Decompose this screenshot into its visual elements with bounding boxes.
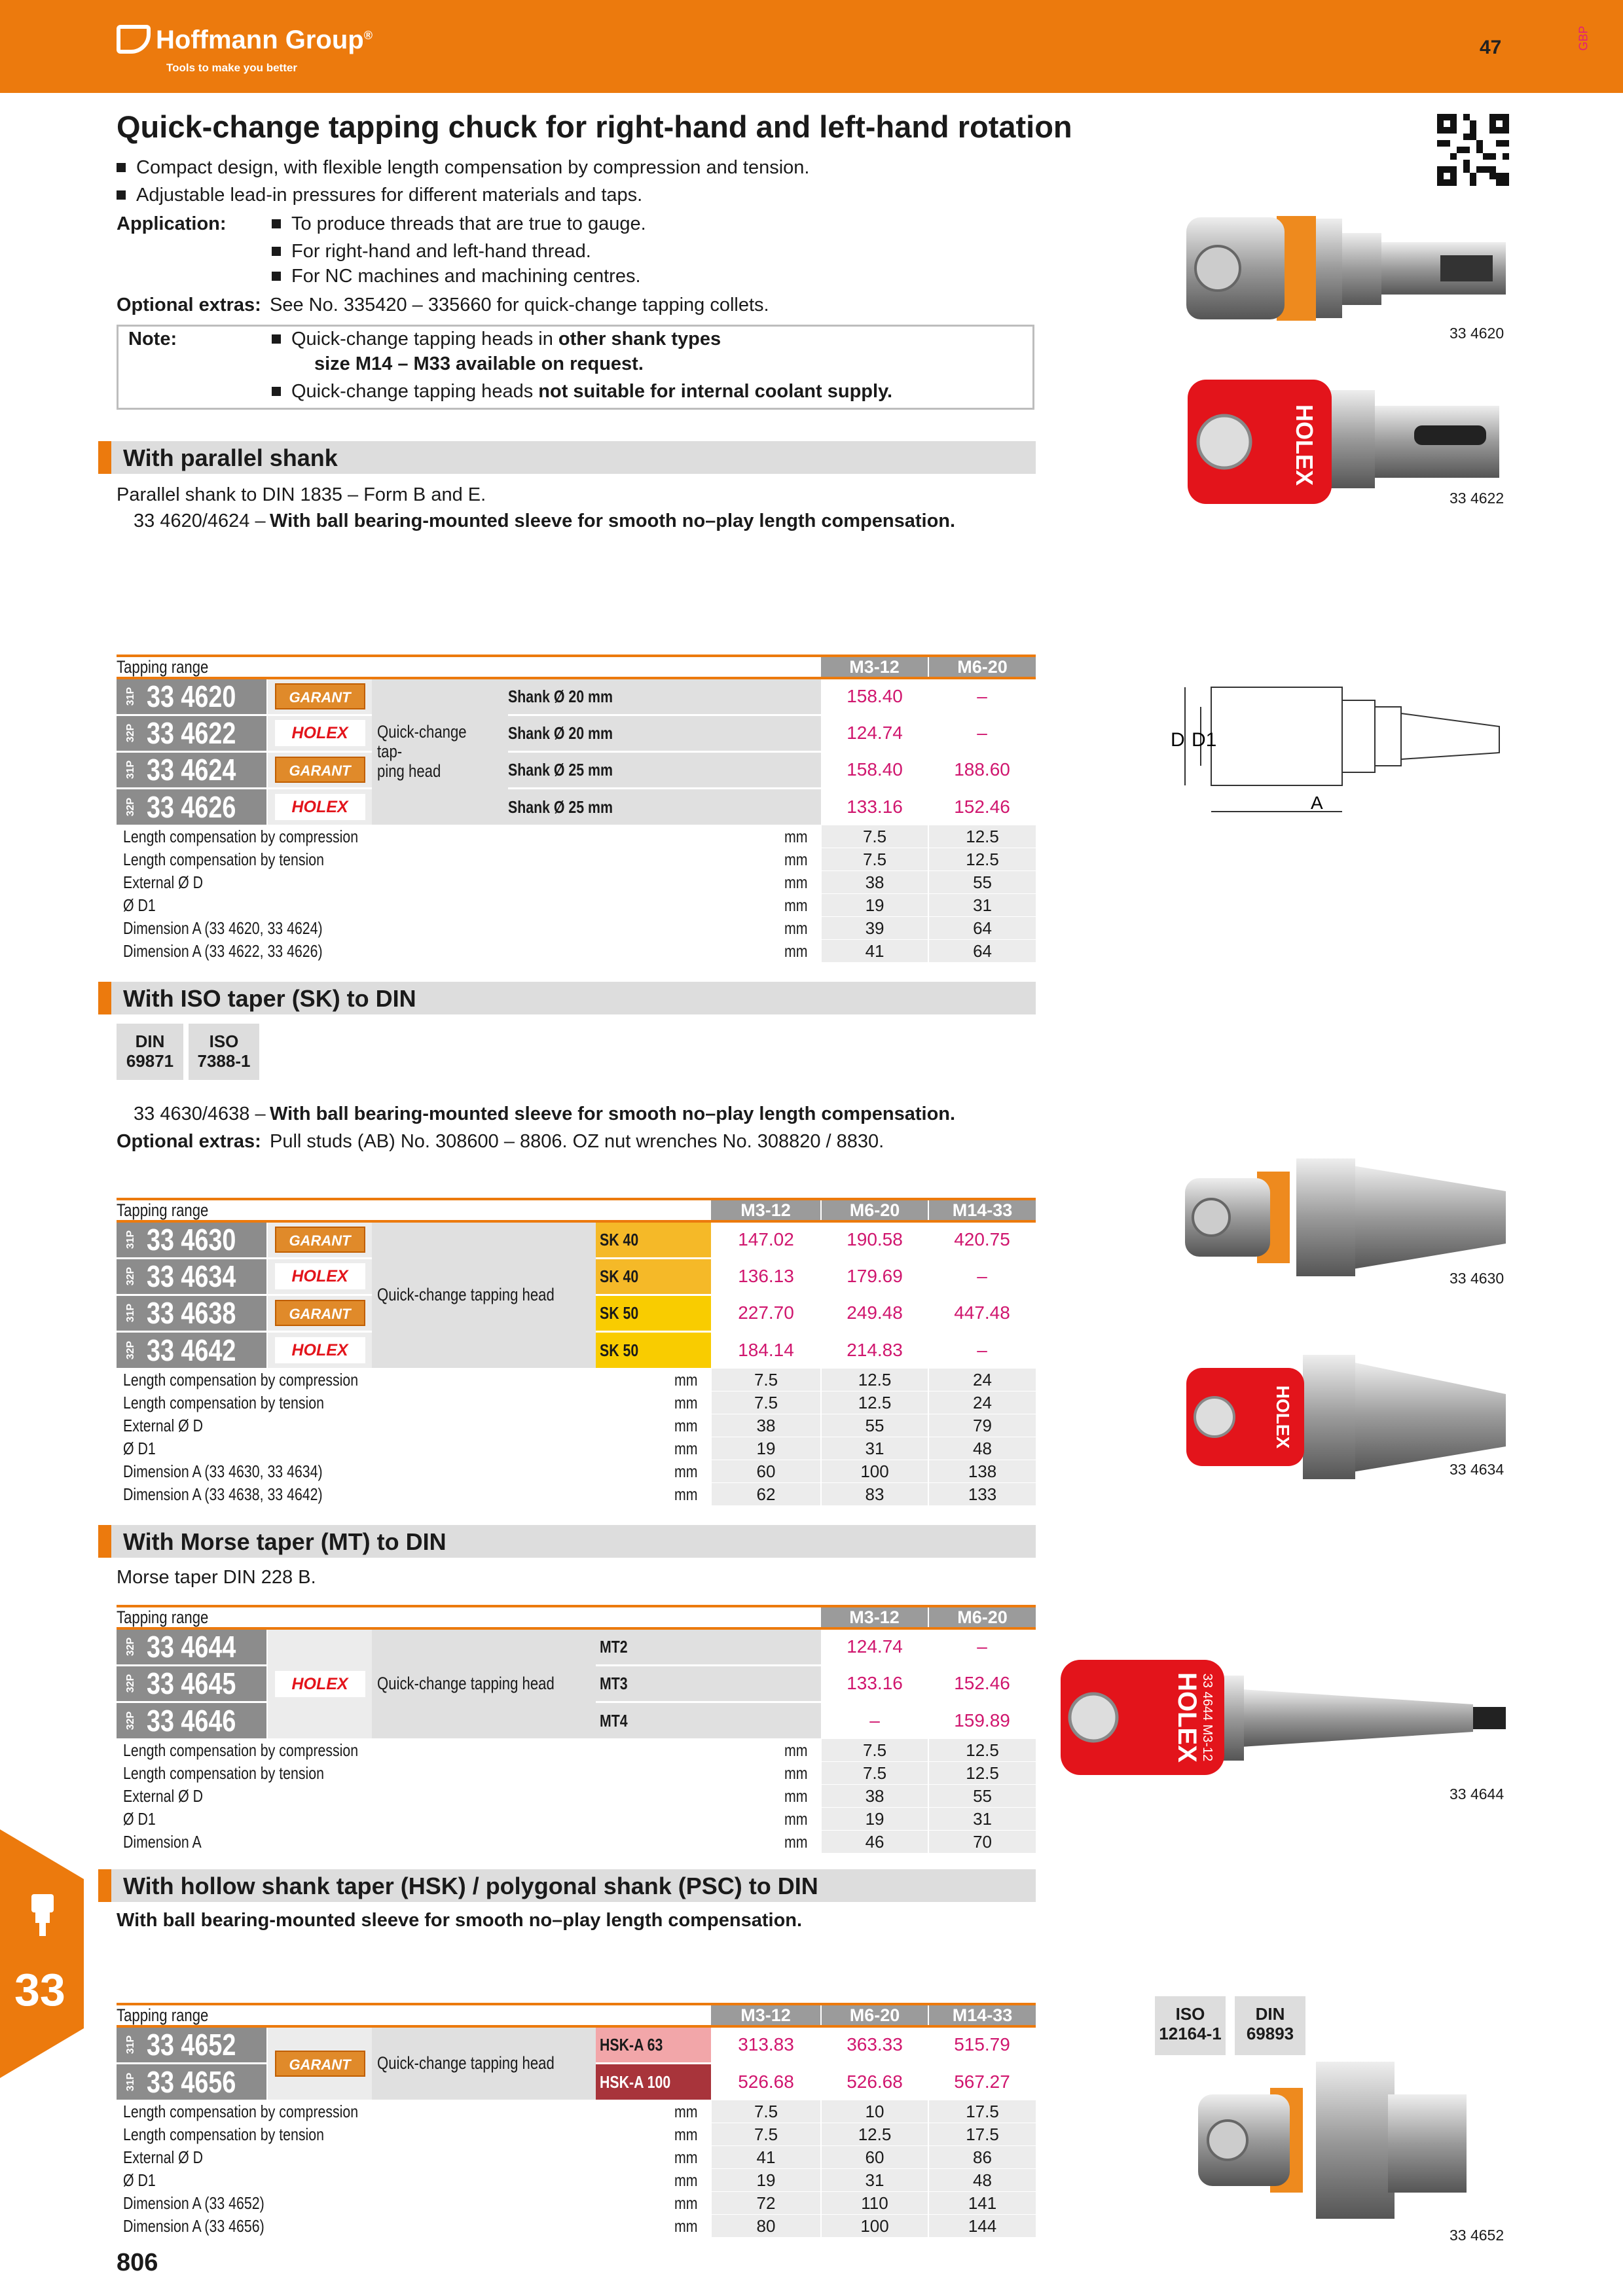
optional-label: Optional extras: bbox=[117, 1131, 261, 1152]
garant-logo: GARANT bbox=[275, 2051, 365, 2077]
table-row[interactable]: 32P 33 4645 MT3 133.16 152.46 bbox=[117, 1665, 1036, 1702]
price: – bbox=[928, 1331, 1036, 1368]
iso-badge: ISO 7388-1 bbox=[189, 1024, 259, 1080]
product-table-parallel bbox=[117, 655, 1036, 962]
price: 179.69 bbox=[821, 1258, 928, 1295]
col-header: M6-20 bbox=[821, 2004, 928, 2026]
holex-logo: HOLEX bbox=[275, 720, 365, 746]
price: 190.58 bbox=[821, 1221, 928, 1258]
bullet-icon bbox=[272, 272, 281, 281]
garant-logo: GARANT bbox=[275, 757, 365, 783]
holex-label: HOLEX bbox=[1273, 1385, 1293, 1449]
price: 515.79 bbox=[928, 2026, 1036, 2063]
price: 124.74 bbox=[821, 715, 928, 751]
product-description: Quick-change tapping head bbox=[377, 1285, 555, 1305]
price: – bbox=[928, 1628, 1036, 1665]
engraving: 33 4644 M3-12 bbox=[1200, 1673, 1214, 1762]
price: 526.68 bbox=[821, 2063, 928, 2100]
article-number[interactable]: 33 4646 bbox=[147, 1703, 236, 1738]
din-badge: DIN 69893 bbox=[1235, 1996, 1305, 2055]
image-caption: 33 4620 bbox=[1450, 325, 1504, 342]
holex-logo: HOLEX bbox=[275, 794, 365, 820]
bullet-item: Compact design, with flexible length compensation by compression and tension. bbox=[117, 157, 809, 179]
section-heading-hsk: With hollow shank taper (HSK) / polygonal shank (PSC) to DIN bbox=[98, 1869, 1036, 1902]
image-caption: 33 4622 bbox=[1450, 490, 1504, 507]
article-number[interactable]: 33 4638 bbox=[147, 1296, 236, 1330]
shank-size: Shank Ø 20 mm bbox=[508, 687, 613, 707]
feature-text: With ball bearing-mounted sleeve for smooth no–play length compensation. bbox=[117, 1910, 803, 1931]
spec-row: Dimension A (33 4622, 33 4626) mm 41 64 bbox=[117, 939, 1036, 962]
image-caption: 33 4630 bbox=[1450, 1270, 1504, 1287]
garant-logo: GARANT bbox=[275, 1227, 365, 1253]
article-number[interactable]: 33 4634 bbox=[147, 1259, 236, 1293]
section-heading-morse: With Morse taper (MT) to DIN bbox=[98, 1525, 1036, 1558]
image-caption: 33 4652 bbox=[1450, 2227, 1504, 2244]
col-header: M6-20 bbox=[928, 1606, 1036, 1628]
product-table-iso bbox=[117, 1198, 1036, 1505]
price: 363.33 bbox=[821, 2026, 928, 2063]
article-number[interactable]: 33 4622 bbox=[147, 716, 236, 750]
holex-label: HOLEX bbox=[1173, 1672, 1201, 1763]
article-number[interactable]: 33 4626 bbox=[147, 789, 236, 824]
spec-row: Length compensation by compression mm 7.5 10 17.5 bbox=[117, 2100, 1036, 2123]
tapping-range-label: Tapping range bbox=[117, 1200, 209, 1220]
feature-text: With ball bearing-mounted sleeve for smooth no–play length compensation. bbox=[270, 1103, 956, 1124]
shank-size: Shank Ø 25 mm bbox=[508, 760, 613, 780]
article-number[interactable]: 33 4624 bbox=[147, 753, 236, 787]
price: – bbox=[928, 1258, 1036, 1295]
price: 447.48 bbox=[928, 1295, 1036, 1331]
page-number: 806 bbox=[117, 2249, 158, 2276]
dim-a: A bbox=[1311, 793, 1323, 813]
brand-tagline: Tools to make you better bbox=[166, 62, 297, 74]
section-heading-parallel: With parallel shank bbox=[98, 441, 1036, 474]
tap-chuck-icon bbox=[26, 1892, 59, 1939]
spec-row: External Ø D mm 38 55 bbox=[117, 1784, 1036, 1807]
hoffmann-logo-icon bbox=[117, 25, 151, 54]
table-row[interactable]: 32P 33 4626 HOLEX Shank Ø 25 mm 133.16 152.46 bbox=[117, 788, 1036, 825]
price: 158.40 bbox=[821, 678, 928, 715]
product-description: Quick-change tap- bbox=[377, 722, 467, 761]
table-row[interactable]: 31P 33 4630 GARANT Quick-change tapping head SK 40 147.02 190.58 420.75 bbox=[117, 1221, 1036, 1258]
din-badge: DIN 69871 bbox=[117, 1024, 183, 1080]
section-heading-iso: With ISO taper (SK) to DIN bbox=[98, 982, 1036, 1014]
price: 133.16 bbox=[821, 788, 928, 825]
spec-row: External Ø D mm 38 55 bbox=[117, 870, 1036, 893]
page-title: Quick-change tapping chuck for right-hand and left-hand rotation bbox=[117, 109, 1072, 144]
product-table-morse bbox=[117, 1605, 1036, 1853]
price: 124.74 bbox=[821, 1628, 928, 1665]
price: 567.27 bbox=[928, 2063, 1036, 2100]
iso-badge: ISO 12164-1 bbox=[1155, 1996, 1226, 2055]
table-row[interactable]: 31P 33 4638 GARANT SK 50 227.70 249.48 447.48 bbox=[117, 1295, 1036, 1331]
application-item: To produce threads that are true to gauge. bbox=[272, 213, 646, 235]
table-row[interactable]: 32P 33 4634 HOLEX SK 40 136.13 179.69 – bbox=[117, 1258, 1036, 1295]
table-row[interactable]: 32P 33 4622 HOLEX Shank Ø 20 mm 124.74 – bbox=[117, 715, 1036, 751]
image-caption: 33 4644 bbox=[1450, 1785, 1504, 1803]
optional-text: See No. 335420 – 335660 for quick-change tapping collets. bbox=[270, 295, 769, 315]
chuck-image-334620 bbox=[1178, 209, 1519, 327]
dim-d: D bbox=[1171, 729, 1185, 751]
note-label: Note: bbox=[128, 329, 177, 350]
chapter-page-number: 47 bbox=[1480, 37, 1502, 58]
holex-logo: HOLEX bbox=[275, 1263, 365, 1289]
table-row[interactable]: 31P 33 4620 GARANT Quick-change tap- ping head Shank Ø 20 mm 158.40 – bbox=[117, 678, 1036, 715]
price: 159.89 bbox=[928, 1702, 1036, 1738]
note-item-cont: size M14 – M33 available on request. bbox=[314, 353, 644, 374]
spec-row: Length compensation by compression mm 7.5 12.5 bbox=[117, 1738, 1036, 1761]
bullet-icon bbox=[272, 387, 281, 396]
price: 526.68 bbox=[711, 2063, 821, 2100]
price: 227.70 bbox=[711, 1295, 821, 1331]
col-header: M3-12 bbox=[821, 1606, 928, 1628]
garant-logo: GARANT bbox=[275, 683, 365, 709]
taper-size: MT2 bbox=[600, 1637, 628, 1657]
section-description: Parallel shank to DIN 1835 – Form B and E. bbox=[117, 484, 486, 505]
price: 152.46 bbox=[928, 1665, 1036, 1702]
tapping-range-label: Tapping range bbox=[117, 1607, 209, 1627]
col-header: M3-12 bbox=[711, 1199, 821, 1221]
application-item: For right-hand and left-hand thread. bbox=[272, 241, 591, 262]
col-header: M14-33 bbox=[928, 2004, 1036, 2026]
hsk-size: HSK-A 100 bbox=[600, 2072, 671, 2092]
bullet-icon bbox=[117, 163, 126, 172]
bullet-item: Adjustable lead-in pressures for different materials and taps. bbox=[117, 185, 642, 206]
table-row[interactable]: 32P 33 4646 MT4 – 159.89 bbox=[117, 1702, 1036, 1738]
spec-row: Ø D1 mm 19 31 48 bbox=[117, 2168, 1036, 2191]
spec-row: External Ø D mm 41 60 86 bbox=[117, 2145, 1036, 2168]
product-description: Quick-change tapping head bbox=[377, 2053, 555, 2073]
price: – bbox=[928, 678, 1036, 715]
spec-row: External Ø D mm 38 55 79 bbox=[117, 1414, 1036, 1437]
optional-label: Optional extras: bbox=[117, 295, 261, 315]
spec-row: Ø D1 mm 19 31 48 bbox=[117, 1437, 1036, 1460]
feature-text: With ball bearing-mounted sleeve for smooth no–play length compensation. bbox=[270, 511, 956, 531]
spec-row: Dimension A (33 4638, 33 4642) mm 62 83 133 bbox=[117, 1482, 1036, 1505]
taper-size: SK 50 bbox=[600, 1340, 639, 1360]
price: – bbox=[928, 715, 1036, 751]
taper-size: MT3 bbox=[600, 1674, 628, 1693]
price: 313.83 bbox=[711, 2026, 821, 2063]
table-row[interactable]: 31P 33 4656 HSK-A 100 526.68 526.68 567.27 bbox=[117, 2063, 1036, 2100]
price: – bbox=[821, 1702, 928, 1738]
chuck-image-334652 bbox=[1192, 2055, 1512, 2225]
article-number[interactable]: 33 4645 bbox=[147, 1666, 236, 1700]
col-header: M6-20 bbox=[821, 1199, 928, 1221]
spec-row: Length compensation by tension mm 7.5 12.5 17.5 bbox=[117, 2123, 1036, 2145]
note-item: Quick-change tapping heads in other shank types bbox=[272, 329, 721, 350]
currency-tag: GBP bbox=[1577, 26, 1590, 51]
note-item: Quick-change tapping heads not suitable for internal coolant supply. bbox=[272, 381, 892, 403]
price: 249.48 bbox=[821, 1295, 928, 1331]
holex-label: HOLEX bbox=[1291, 404, 1318, 486]
spec-row: Dimension A (33 4656) mm 80 100 144 bbox=[117, 2214, 1036, 2237]
tapping-range-label: Tapping range bbox=[117, 2005, 209, 2025]
spec-row: Dimension A (33 4620, 33 4624) mm 39 64 bbox=[117, 916, 1036, 939]
price: 420.75 bbox=[928, 1221, 1036, 1258]
bullet-icon bbox=[117, 190, 126, 200]
product-description: Quick-change tapping head bbox=[377, 1674, 555, 1694]
spec-row: Length compensation by tension mm 7.5 12.5 bbox=[117, 848, 1036, 870]
chuck-image-334630 bbox=[1178, 1152, 1519, 1283]
bullet-icon bbox=[272, 334, 281, 344]
article-number[interactable]: 33 4630 bbox=[147, 1223, 236, 1257]
spec-row: Length compensation by tension mm 7.5 12.5 24 bbox=[117, 1391, 1036, 1414]
garant-logo: GARANT bbox=[275, 1300, 365, 1326]
spec-row: Length compensation by compression mm 7.5 12.5 bbox=[117, 825, 1036, 848]
article-number[interactable]: 33 4652 bbox=[147, 2028, 236, 2062]
image-caption: 33 4634 bbox=[1450, 1461, 1504, 1478]
taper-size: SK 40 bbox=[600, 1230, 639, 1250]
price: 147.02 bbox=[711, 1221, 821, 1258]
col-header: M6-20 bbox=[928, 656, 1036, 678]
price: 214.83 bbox=[821, 1331, 928, 1368]
price: 184.14 bbox=[711, 1331, 821, 1368]
spec-row: Dimension A (33 4630, 33 4634) mm 60 100 138 bbox=[117, 1460, 1036, 1482]
article-number[interactable]: 33 4642 bbox=[147, 1333, 236, 1367]
article-number[interactable]: 33 4656 bbox=[147, 2064, 236, 2099]
chapter-tab[interactable] bbox=[0, 1829, 84, 2078]
col-header: M3-12 bbox=[711, 2004, 821, 2026]
price: 158.40 bbox=[821, 751, 928, 788]
bullet-icon bbox=[272, 247, 281, 256]
qr-code-icon[interactable] bbox=[1437, 114, 1509, 186]
holex-logo: HOLEX bbox=[275, 1337, 365, 1363]
spec-row: Dimension A (33 4652) mm 72 110 141 bbox=[117, 2191, 1036, 2214]
price: 136.13 bbox=[711, 1258, 821, 1295]
feature-article-range: 33 4620/4624 – bbox=[134, 511, 266, 531]
product-table-hsk bbox=[117, 2003, 1036, 2237]
shank-size: Shank Ø 25 mm bbox=[508, 797, 613, 817]
tapping-range-label: Tapping range bbox=[117, 656, 209, 677]
shank-size: Shank Ø 20 mm bbox=[508, 723, 613, 743]
table-row[interactable]: 31P 33 4624 GARANT Shank Ø 25 mm 158.40 188.60 bbox=[117, 751, 1036, 788]
holex-logo: HOLEX bbox=[275, 1671, 365, 1697]
taper-size: MT4 bbox=[600, 1710, 628, 1731]
spec-row: Length compensation by compression mm 7.5 12.5 24 bbox=[117, 1368, 1036, 1391]
price: 188.60 bbox=[928, 751, 1036, 788]
taper-size: SK 50 bbox=[600, 1303, 639, 1323]
hsk-size: HSK-A 63 bbox=[600, 2035, 663, 2055]
chuck-image-334644 bbox=[1054, 1649, 1512, 1780]
table-row[interactable]: 32P 33 4642 HOLEX SK 50 184.14 214.83 – bbox=[117, 1331, 1036, 1368]
article-number[interactable]: 33 4644 bbox=[147, 1630, 236, 1664]
col-header: M14-33 bbox=[928, 1199, 1036, 1221]
dimension-drawing bbox=[1159, 681, 1512, 825]
col-header: M3-12 bbox=[821, 656, 928, 678]
spec-row: Length compensation by tension mm 7.5 12.5 bbox=[117, 1761, 1036, 1784]
price: 152.46 bbox=[928, 788, 1036, 825]
table-row[interactable]: 32P 33 4644 HOLEX Quick-change tapping head MT2 124.74 – bbox=[117, 1628, 1036, 1665]
brand-logo[interactable]: Hoffmann Group® bbox=[117, 25, 373, 55]
price: 133.16 bbox=[821, 1665, 928, 1702]
application-item: For NC machines and machining centres. bbox=[272, 266, 641, 287]
bullet-icon bbox=[272, 219, 281, 228]
dim-d1: D1 bbox=[1192, 729, 1217, 751]
section-description: Morse taper DIN 228 B. bbox=[117, 1567, 316, 1588]
application-label: Application: bbox=[117, 213, 227, 234]
spec-row: Ø D1 mm 19 31 bbox=[117, 893, 1036, 916]
spec-row: Dimension A mm 46 70 bbox=[117, 1830, 1036, 1853]
spec-row: Ø D1 mm 19 31 bbox=[117, 1807, 1036, 1830]
table-row[interactable]: 31P 33 4652 GARANT Quick-change tapping head HSK-A 63 313.83 363.33 515.79 bbox=[117, 2026, 1036, 2063]
feature-article-range: 33 4630/4638 – bbox=[134, 1103, 266, 1124]
article-number[interactable]: 33 4620 bbox=[147, 679, 236, 714]
chapter-number: 33 bbox=[14, 1964, 65, 2015]
taper-size: SK 40 bbox=[600, 1266, 639, 1286]
optional-text: Pull studs (AB) No. 308600 – 8806. OZ nut wrenches No. 308820 / 8830. bbox=[270, 1131, 884, 1152]
